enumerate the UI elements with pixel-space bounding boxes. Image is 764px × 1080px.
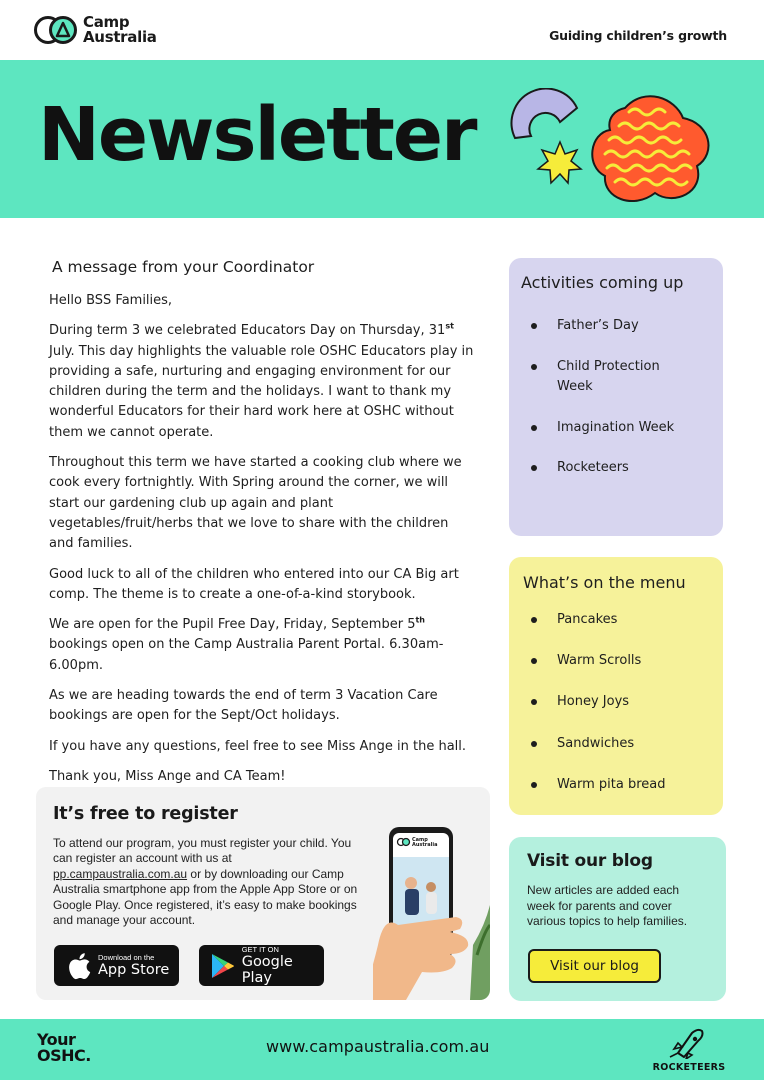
list-item: Pancakes <box>527 610 666 631</box>
register-panel <box>36 787 490 1000</box>
footer <box>0 1019 764 1080</box>
paragraph-pupil-free-day <box>49 615 474 676</box>
google-play-text <box>242 945 324 986</box>
register-body <box>53 836 363 928</box>
list-item: Warm pita bread <box>527 775 666 796</box>
visit-blog-button[interactable]: Visit our blog <box>528 949 661 983</box>
app-store-button[interactable] <box>54 945 179 986</box>
activities-card <box>509 258 723 536</box>
tagline: Guiding children’s growth <box>549 28 727 43</box>
register-title: It’s free to register <box>53 804 238 824</box>
list-item: Child Protection Week <box>527 357 697 398</box>
list-item: Honey Joys <box>527 692 666 713</box>
menu-list <box>527 610 666 816</box>
your-oshc-line-1: Your <box>37 1030 76 1049</box>
superscript: st <box>445 321 454 331</box>
camp-australia-logo[interactable] <box>33 14 157 46</box>
superscript: th <box>415 615 425 625</box>
decorative-shapes-icon <box>505 88 715 213</box>
activities-list <box>527 316 697 499</box>
google-play-icon <box>209 951 238 981</box>
apple-icon <box>64 951 94 981</box>
menu-title: What’s on the menu <box>523 573 686 592</box>
list-item: Warm Scrolls <box>527 651 666 672</box>
rocketeers-label: ROCKETEERS <box>652 1062 726 1073</box>
phone-brand-line-1: Camp <box>412 837 428 843</box>
blog-title: Visit our blog <box>527 851 653 871</box>
phone-in-hand-image <box>373 825 490 1000</box>
list-item: Sandwiches <box>527 734 666 755</box>
signoff: Thank you, Miss Ange and CA Team! <box>49 768 286 784</box>
google-play-button[interactable] <box>199 945 324 986</box>
brand-line-1: Camp <box>83 13 130 31</box>
register-text: To attend our program, you must register your child. You can register an account with us at <box>53 836 352 866</box>
rocketeers-logo <box>648 1027 730 1073</box>
google-play-small: GET IT ON <box>241 945 279 954</box>
blog-card <box>509 837 726 1001</box>
paragraph-text: During term 3 we celebrated Educators Day on Thursday, 31 <box>49 323 446 339</box>
paragraph-text: bookings open on the Camp Australia Parent Portal. 6.30am-6.00pm. <box>49 637 444 673</box>
paragraph-cooking-club: Throughout this term we have started a cooking club where we cook every fortnightly. With Spring around the corner, we will start our gardening club up again and plant vegetables/fruit/herbs that we love to share with the children and families. <box>49 455 462 552</box>
list-item: Imagination Week <box>527 418 697 439</box>
register-text: or by downloading our Camp Australia smartphone app from the Apple App Store or on Google Play. Once registered, it’s easy to make bookings and manage your account. <box>53 866 358 928</box>
activities-title: Activities coming up <box>521 273 684 292</box>
brand-line-2: Australia <box>83 28 157 46</box>
paragraph-vacation-care: As we are heading towards the end of term 3 Vacation Care bookings are open for the Sept/Oct holidays. <box>49 688 438 724</box>
brand-name <box>83 15 157 45</box>
paragraph-educators-day <box>49 321 474 443</box>
your-oshc-logo <box>37 1032 91 1064</box>
page-title: Newsletter <box>38 92 476 178</box>
greeting: Hello BSS Families, <box>49 293 173 308</box>
app-store-big: App Store <box>98 962 170 978</box>
google-play-big: Google Play <box>241 954 293 986</box>
phone-brand-line-2: Australia <box>412 842 438 848</box>
newsletter-banner <box>0 60 764 218</box>
paragraph-questions: If you have any questions, feel free to see Miss Ange in the hall. <box>49 738 467 754</box>
website-link[interactable]: www.campaustralia.com.au <box>266 1037 490 1056</box>
camp-australia-logo-icon <box>33 14 79 46</box>
parent-portal-link[interactable]: pp.campaustralia.com.au <box>53 866 188 881</box>
list-item: Father’s Day <box>527 316 697 337</box>
paragraph-art-comp: Good luck to all of the children who entered into our CA Big art comp. The theme is to create a one-of-a-kind storybook. <box>49 566 459 602</box>
coordinator-heading: A message from your Coordinator <box>52 258 315 276</box>
your-oshc-line-2: OSHC. <box>37 1046 91 1065</box>
app-store-text <box>98 953 169 978</box>
coordinator-message <box>49 255 474 797</box>
list-item: Rocketeers <box>527 458 697 479</box>
paragraph-text: July. This day highlights the valuable role OSHC Educators play in providing a safe, nurturing and engaging environment for our children during the term and the holidays. I want to thank my wonderful Educators for their hard work here at OSHC without them we cannot operate. <box>49 343 474 440</box>
app-store-small: Download on the <box>98 953 155 962</box>
blog-body: New articles are added each week for parents and cover various topics to help families. <box>527 883 688 928</box>
rocketeers-rocket-icon <box>648 1027 730 1059</box>
top-bar <box>0 0 764 60</box>
menu-card <box>509 557 723 815</box>
paragraph-text: We are open for the Pupil Free Day, Friday, September 5 <box>49 617 416 633</box>
